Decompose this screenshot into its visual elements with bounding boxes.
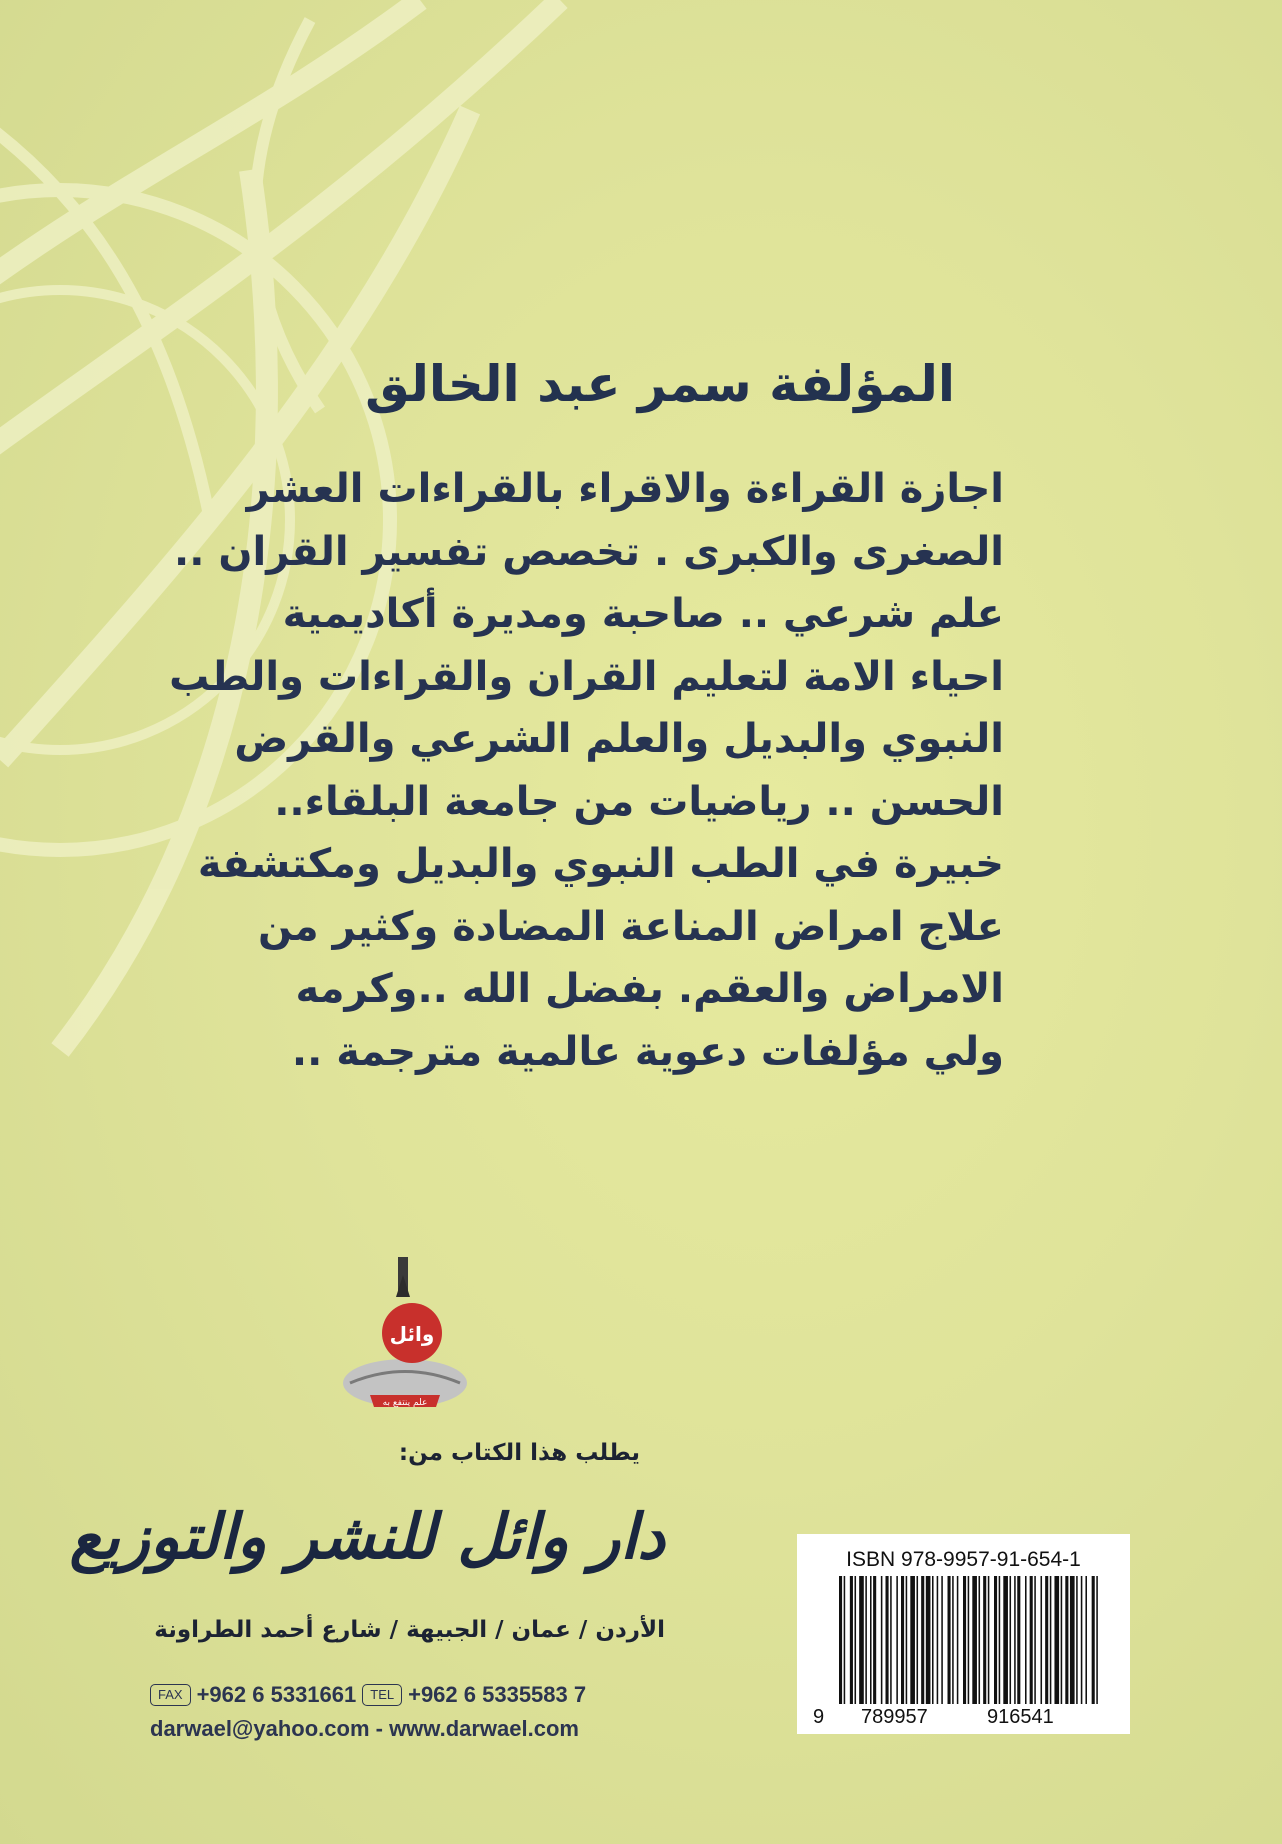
barcode-bar xyxy=(937,1576,939,1704)
barcode-bar xyxy=(1041,1576,1043,1704)
barcode-bar xyxy=(859,1576,864,1704)
barcode-bar xyxy=(865,1576,867,1704)
barcode-bar xyxy=(910,1576,915,1704)
barcode-bar xyxy=(1045,1576,1048,1704)
barcode-bar xyxy=(999,1576,1001,1704)
barcode-bar xyxy=(906,1576,908,1704)
barcode-bar xyxy=(1085,1576,1087,1704)
fax-number: +962 6 5331661 xyxy=(196,1682,357,1707)
bio-line: الامراض والعقم. بفضل الله ..وكرمه xyxy=(295,966,1004,1012)
bio-line: الحسن .. رياضيات من جامعة البلقاء.. xyxy=(274,778,1004,825)
barcode-bar xyxy=(941,1576,943,1704)
barcode-bar xyxy=(921,1576,924,1704)
logo-motto: علم ينتفع به xyxy=(382,1398,428,1408)
bio-line: اجازة القراءة والاقراء بالقراءات العشر xyxy=(246,466,1004,512)
barcode-bar xyxy=(1014,1576,1016,1704)
barcode-bar xyxy=(1054,1576,1059,1704)
author-bio xyxy=(169,458,1004,1083)
publisher-logo xyxy=(340,1255,470,1410)
barcode-bar xyxy=(972,1576,977,1704)
barcode-bar xyxy=(839,1576,842,1704)
contact-line xyxy=(150,1682,665,1708)
barcode-group-right: 916541 xyxy=(987,1706,1054,1728)
barcode-bar xyxy=(948,1576,951,1704)
barcode-bar xyxy=(1081,1576,1083,1704)
barcode xyxy=(839,1576,1099,1704)
barcode-bar xyxy=(1092,1576,1095,1704)
bio-line: علاج امراض المناعة المضادة وكثير من xyxy=(257,903,1004,950)
barcode-bar xyxy=(896,1576,898,1704)
barcode-bar xyxy=(968,1576,970,1704)
isbn-barcode-box xyxy=(797,1534,1130,1734)
publisher-name: دار وائل للنشر والتوزيع xyxy=(69,1500,665,1573)
barcode-group-left: 789957 xyxy=(861,1706,928,1728)
barcode-bar xyxy=(983,1576,986,1704)
barcode-bar xyxy=(873,1576,876,1704)
barcode-bar xyxy=(850,1576,853,1704)
barcode-bar xyxy=(963,1576,966,1704)
barcode-bar xyxy=(1096,1576,1098,1704)
email-website: darwael@yahoo.com - www.darwael.com xyxy=(150,1716,579,1741)
barcode-bar xyxy=(890,1576,892,1704)
barcode-bar xyxy=(881,1576,883,1704)
publisher-address: الأردن / عمان / الجبيهة / شارع أحمد الطراونة xyxy=(154,1617,665,1643)
fax-label: FAX xyxy=(150,1684,191,1706)
barcode-bar xyxy=(1025,1576,1027,1704)
barcode-bar xyxy=(1010,1576,1012,1704)
author-heading: المؤلفة سمر عبد الخالق xyxy=(365,355,955,413)
isbn-text: ISBN 978-9957-91-654-1 xyxy=(846,1548,1081,1571)
barcode-bar xyxy=(844,1576,846,1704)
bio-line: الصغرى والكبرى . تخصص تفسير القران .. xyxy=(174,528,1004,575)
barcode-bar xyxy=(1050,1576,1052,1704)
barcode-bar xyxy=(932,1576,934,1704)
barcode-digit-first: 9 xyxy=(813,1706,825,1728)
barcode-bar xyxy=(957,1576,959,1704)
barcode-bar xyxy=(1034,1576,1036,1704)
tel-label: TEL xyxy=(362,1684,402,1706)
barcode-bar xyxy=(1003,1576,1008,1704)
barcode-bar xyxy=(870,1576,872,1704)
barcode-bar xyxy=(1076,1576,1078,1704)
barcode-bar xyxy=(855,1576,857,1704)
barcode-bar xyxy=(979,1576,981,1704)
order-label: يطلب هذا الكتاب من: xyxy=(398,1440,640,1466)
tel-number: +962 6 5335583 7 xyxy=(408,1682,587,1707)
bio-line: احياء الامة لتعليم القران والقراءات والطب xyxy=(169,653,1004,700)
bio-line: النبوي والبديل والعلم الشرعي والقرض xyxy=(234,716,1004,762)
bio-line: خبيرة في الطب النبوي والبديل ومكتشفة xyxy=(197,841,1004,887)
barcode-bar xyxy=(901,1576,904,1704)
barcode-bar xyxy=(917,1576,919,1704)
barcode-bar xyxy=(886,1576,889,1704)
barcode-bar xyxy=(1070,1576,1075,1704)
barcode-bar xyxy=(1061,1576,1063,1704)
barcode-bar xyxy=(926,1576,931,1704)
barcode-bar xyxy=(988,1576,990,1704)
barcode-bar xyxy=(1065,1576,1068,1704)
bio-line: علم شرعي .. صاحبة ومديرة أكاديمية xyxy=(282,591,1004,637)
barcode-bar xyxy=(994,1576,997,1704)
barcode-bar xyxy=(1030,1576,1033,1704)
barcode-bar xyxy=(952,1576,954,1704)
logo-name: وائل xyxy=(389,1322,435,1346)
barcode-bar xyxy=(1017,1576,1020,1704)
bio-line: ولي مؤلفات دعوية عالمية مترجمة .. xyxy=(291,1028,1004,1075)
